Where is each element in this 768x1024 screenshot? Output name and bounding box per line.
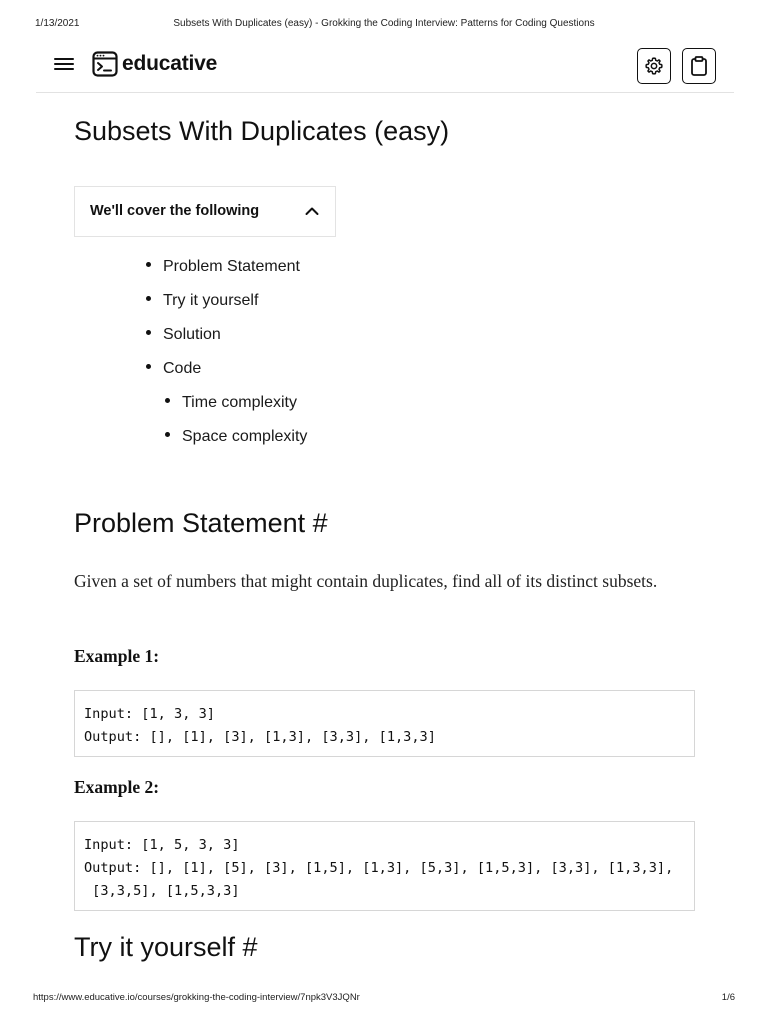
chevron-up-icon [305,206,319,216]
problem-description: Given a set of numbers that might contain duplicates, find all of its distinct subsets. [74,571,658,591]
toc-item-try-it-yourself[interactable]: Try it yourself [146,292,258,310]
example-1-code-block: Input: [1, 3, 3] Output: [], [1], [3], [1,3], [3,3], [1,3,3] [74,690,695,757]
educative-logo-icon [92,51,118,77]
print-header [0,18,768,32]
example-2-code-block: Input: [1, 5, 3, 3] Output: [], [1], [5], [3], [1,5], [1,3], [5,3], [1,5,3], [3,3], [1,3,3], [3,3,5], [1,5,3,3] [74,821,695,911]
try-it-yourself-heading: Try it yourself # [74,932,258,962]
bullet-icon [146,330,151,335]
print-document-title: Subsets With Duplicates (easy) - Grokking the Coding Interview: Patterns for Coding Questions [173,18,595,29]
top-navigation-bar [36,40,734,93]
example-2-label: Example 2: [74,777,160,797]
toc-item-time-complexity[interactable]: Time complexity [165,394,297,412]
bullet-icon [146,296,151,301]
print-date: 1/13/2021 [35,18,80,29]
page-title: Subsets With Duplicates (easy) [74,116,450,146]
toc-item-problem-statement[interactable]: Problem Statement [146,258,300,276]
hamburger-menu-icon[interactable] [54,55,74,75]
table-of-contents-toggle[interactable] [74,186,336,237]
settings-button[interactable] [637,48,671,84]
educative-logo[interactable] [92,51,217,77]
logo-text: educative [122,52,218,75]
clipboard-icon [690,56,708,76]
problem-statement-heading: Problem Statement # [74,508,328,538]
toc-item-space-complexity[interactable]: Space complexity [165,428,307,446]
print-footer [0,992,768,1006]
clipboard-button[interactable] [682,48,716,84]
print-url: https://www.educative.io/courses/grokking-the-coding-interview/7npk3V3JQNr [33,992,360,1003]
bullet-icon [165,398,170,403]
toc-item-solution[interactable]: Solution [146,326,221,344]
toc-label: We'll cover the following [90,203,260,219]
print-page-number: 1/6 [721,992,735,1003]
settings-gear-icon [644,56,664,76]
bullet-icon [146,262,151,267]
toc-item-code[interactable]: Code [146,360,201,378]
example-1-label: Example 1: [74,646,160,666]
bullet-icon [146,364,151,369]
bullet-icon [165,432,170,437]
